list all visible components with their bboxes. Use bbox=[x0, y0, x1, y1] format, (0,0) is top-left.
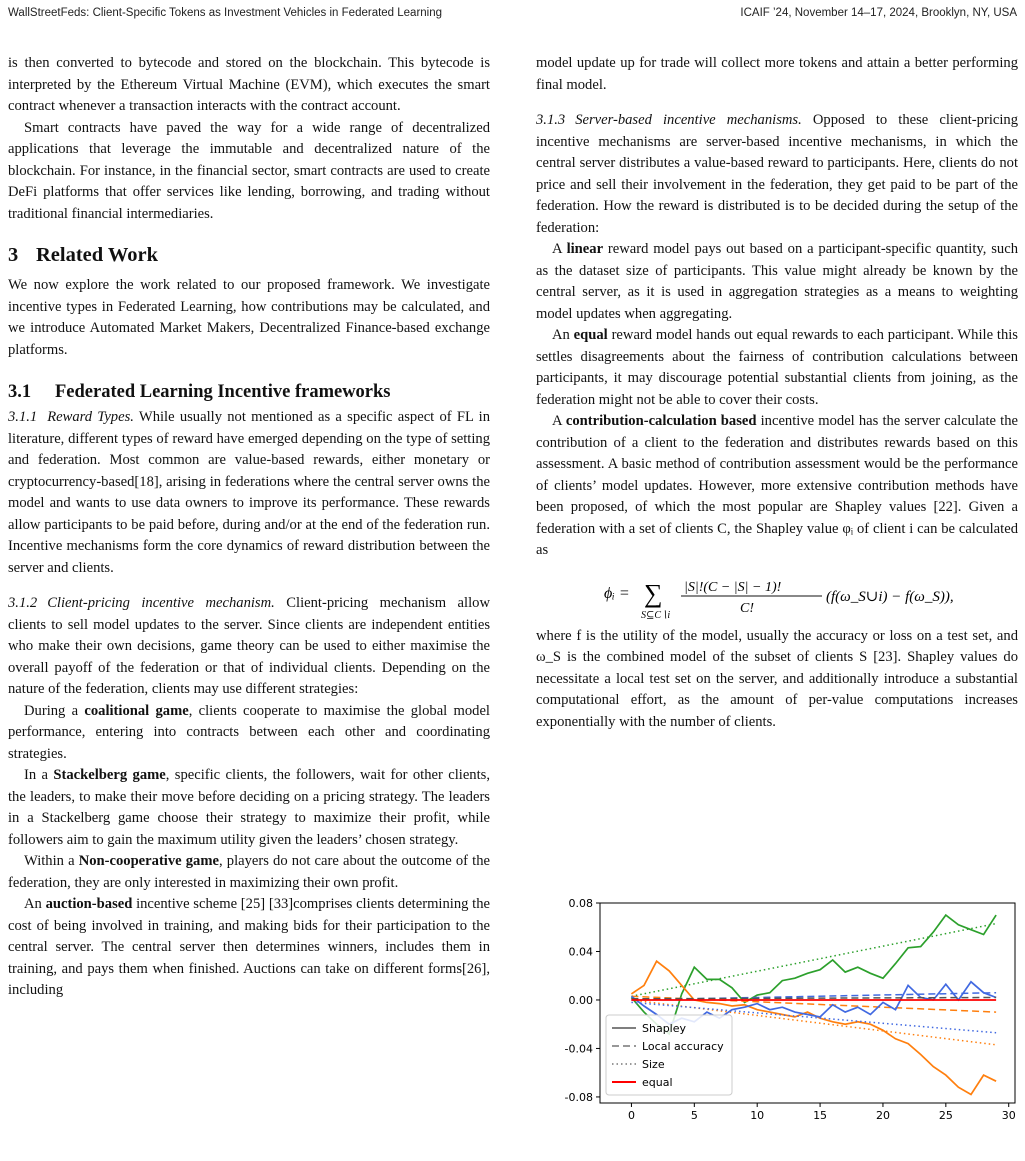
equation-numerator: |S|!(C − |S| − 1)! bbox=[684, 579, 782, 595]
paragraph: is then converted to bytecode and stored on the blockchain. This bytecode is interpreted by the Ethereum Virtual Machine (EVM), which executes the smart contract whenever a transaction interacts with the contract account. bbox=[8, 55, 490, 114]
header-venue: ICAIF ’24, November 14–17, 2024, Brooklyn, NY, USA bbox=[740, 7, 1017, 19]
term-bold: Non-cooperative game bbox=[78, 853, 219, 869]
paragraph-text: Client-pricing mechanism allow clients to sell model updates to the server. Since clients are independent entities who make their own decisions, game theory can be used to either maximise the overall payoff of the federation or that of individual clients. Depending on the nature of the federation, clients may use different strategies: bbox=[8, 595, 490, 697]
paragraph-text: Opposed to these client-pricing incentive mechanisms are server-based incentive mechanisms, in which the central server distributes a value-based reward to participants. Here, clients do not price and sell their involvement in the federation, they get paid to be part of the federation. How the reward is distributed is to be decided during the setup of the federation: bbox=[536, 112, 1018, 236]
subsubsection-title: Client-pricing incentive mechanism. bbox=[47, 595, 275, 611]
subsection-title: Federated Learning Incentive frameworks bbox=[55, 382, 391, 402]
x-tick-label: 5 bbox=[690, 1109, 698, 1122]
paragraph: An equal reward model hands out equal rewards to each participant. While this settles disagreements about the fairness of contribution calculations between participants, it may discourage potential substantial clients from joining, as the federation might not be able to cover their costs. bbox=[536, 327, 1018, 408]
equation-sum-subscript: S⊆C∖i bbox=[641, 609, 671, 621]
subsection-heading bbox=[8, 381, 490, 403]
legend-label: Shapley bbox=[642, 1022, 687, 1035]
term-bold: equal bbox=[573, 327, 608, 343]
shapley-equation bbox=[536, 574, 1018, 621]
header-title: WallStreetFeds: Client-Specific Tokens as Investment Vehicles in Federated Learning bbox=[8, 7, 443, 19]
series-line-6 bbox=[631, 993, 996, 1000]
paragraph: A contribution-calculation based incentive model has the server calculate the contribution of a client to the federation and distributes rewards based on this assessment. A basic method of contribution assessment would be the performance of clients’ model updates. However, more extensive contribution methods have been proposed, of which the most popular are Shapley values [22]. Given a federation with a set of clients C, the Shapley value φᵢ of client i can be calculated as bbox=[536, 413, 1018, 558]
paragraph: Within a Non-cooperative game, players do not care about the outcome of the federation, they are only interested in maximizing their own profit. bbox=[8, 853, 490, 891]
x-tick-label: 10 bbox=[750, 1109, 765, 1122]
plot-area bbox=[565, 897, 1016, 1122]
section-heading bbox=[8, 243, 490, 267]
paragraph: We now explore the work related to our proposed framework. We investigate incentive types in Federated Learning, how contributions may be calculated, and we introduce Automated Market Makers, Decentralized Finance-based exchange platforms. bbox=[8, 277, 490, 358]
subsubsection-title: Server-based incentive mechanisms. bbox=[575, 112, 802, 128]
paragraph bbox=[8, 593, 490, 701]
subsubsection-heading bbox=[536, 112, 802, 128]
legend-label: Size bbox=[642, 1058, 665, 1071]
paragraph: model update up for trade will collect more tokens and attain a better performing final model. bbox=[536, 55, 1018, 93]
paragraph-text: While usually not mentioned as a specific aspect of FL in literature, different types of reward have emerged depending on the type of setting and federation. Most common are value-based rewards, either monetary or cryptocurrency-based[18], arising in federations where the central server owns the model and wants to use data owners to improve its performance. These rewards allow participants to be paid before, during and/or at the end of the federation run. Incentive mechanisms form the core dynamics of reward distribution between the server and clients. bbox=[8, 409, 490, 576]
contribution-line-chart bbox=[560, 893, 1020, 1161]
paragraph bbox=[536, 110, 1018, 239]
y-tick-label: -0.08 bbox=[564, 1090, 593, 1104]
paragraph bbox=[8, 407, 490, 579]
subsection-number: 3.1 bbox=[8, 382, 32, 402]
subsubsection-number: 3.1.3 bbox=[536, 112, 566, 128]
x-tick-label: 20 bbox=[875, 1109, 890, 1122]
equation-rhs: (f(ω_S∪i) − f(ω_S)), bbox=[826, 588, 954, 605]
legend-label: equal bbox=[642, 1076, 673, 1089]
x-tick-label: 15 bbox=[813, 1109, 828, 1122]
term-bold: auction-based bbox=[45, 896, 133, 912]
running-header bbox=[8, 7, 1017, 23]
y-tick-label: 0.04 bbox=[568, 945, 593, 959]
paragraph: During a coalitional game, clients cooperate to maximise the global model performance, entering into contracts between each other and coordinating strategies. bbox=[8, 702, 490, 762]
paragraph: where f is the utility of the model, usually the accuracy or loss on a test set, and ω_S is the combined model of the subset of clients S [23]. Shapley values do necessitate a local test set on the server, and additionally introduce a substantial computational effort, as the amount of per-value computations increases exponentially with the number of clients. bbox=[536, 627, 1018, 730]
subsubsection-number: 3.1.2 bbox=[8, 595, 38, 611]
sum-symbol: ∑ bbox=[644, 578, 663, 608]
term-bold: coalitional game bbox=[84, 702, 189, 719]
paragraph: In a Stackelberg game, specific clients, the followers, wait for other clients, the leaders, to make their move before deciding on a pricing strategy. The leaders in a Stackelberg game choose their strategy to maximize their profit, while followers aim to gain the maximum utility given the leaders’ chosen strategy. bbox=[8, 767, 490, 848]
term-bold: Stackelberg game bbox=[53, 767, 166, 783]
term-bold: contribution-calculation based bbox=[565, 413, 757, 429]
paragraph: Smart contracts have paved the way for a wide range of decentralized applications that leverage the immutable and decentralized nature of the blockchain. For instance, in the financial sector, smart contracts are used to create DeFi platforms that offer services like lending, borrowing, and trading without traditional financial intermediaries. bbox=[8, 119, 490, 222]
y-tick-label: 0.08 bbox=[568, 897, 593, 910]
paragraph: An auction-based incentive scheme [25] [33]comprises clients determining the cost of being involved in training, and making bids for their participation to the central server. The central server then determines winners, includes them in training, and pays them when finished. Auctions can take on different forms[26], including bbox=[8, 896, 490, 998]
x-tick-label: 0 bbox=[627, 1109, 635, 1122]
equation-denominator: C! bbox=[740, 600, 754, 616]
subsubsection-number: 3.1.1 bbox=[8, 409, 38, 425]
term-bold: linear bbox=[566, 241, 604, 257]
right-column bbox=[536, 53, 1018, 733]
paragraph: A linear reward model pays out based on a participant-specific quantity, such as the dataset size of participants. This value might already be known by the central server, as it is used in aggregation strategies as a means to weighting model updates when aggregating. bbox=[536, 241, 1018, 322]
subsubsection-heading bbox=[8, 595, 275, 611]
subsubsection-title: Reward Types. bbox=[47, 409, 134, 425]
x-tick-label: 30 bbox=[1001, 1109, 1016, 1122]
y-tick-label: 0.00 bbox=[568, 993, 593, 1007]
legend-label: Local accuracy bbox=[642, 1040, 724, 1053]
y-tick-label: -0.04 bbox=[564, 1042, 593, 1056]
subsubsection-heading bbox=[8, 409, 134, 425]
section-title: Related Work bbox=[36, 244, 159, 266]
x-tick-label: 25 bbox=[938, 1109, 953, 1122]
equation-lhs: ϕᵢ = bbox=[604, 584, 630, 602]
section-number: 3 bbox=[8, 244, 19, 266]
left-column bbox=[8, 53, 490, 1002]
series-line-8 bbox=[631, 998, 996, 999]
